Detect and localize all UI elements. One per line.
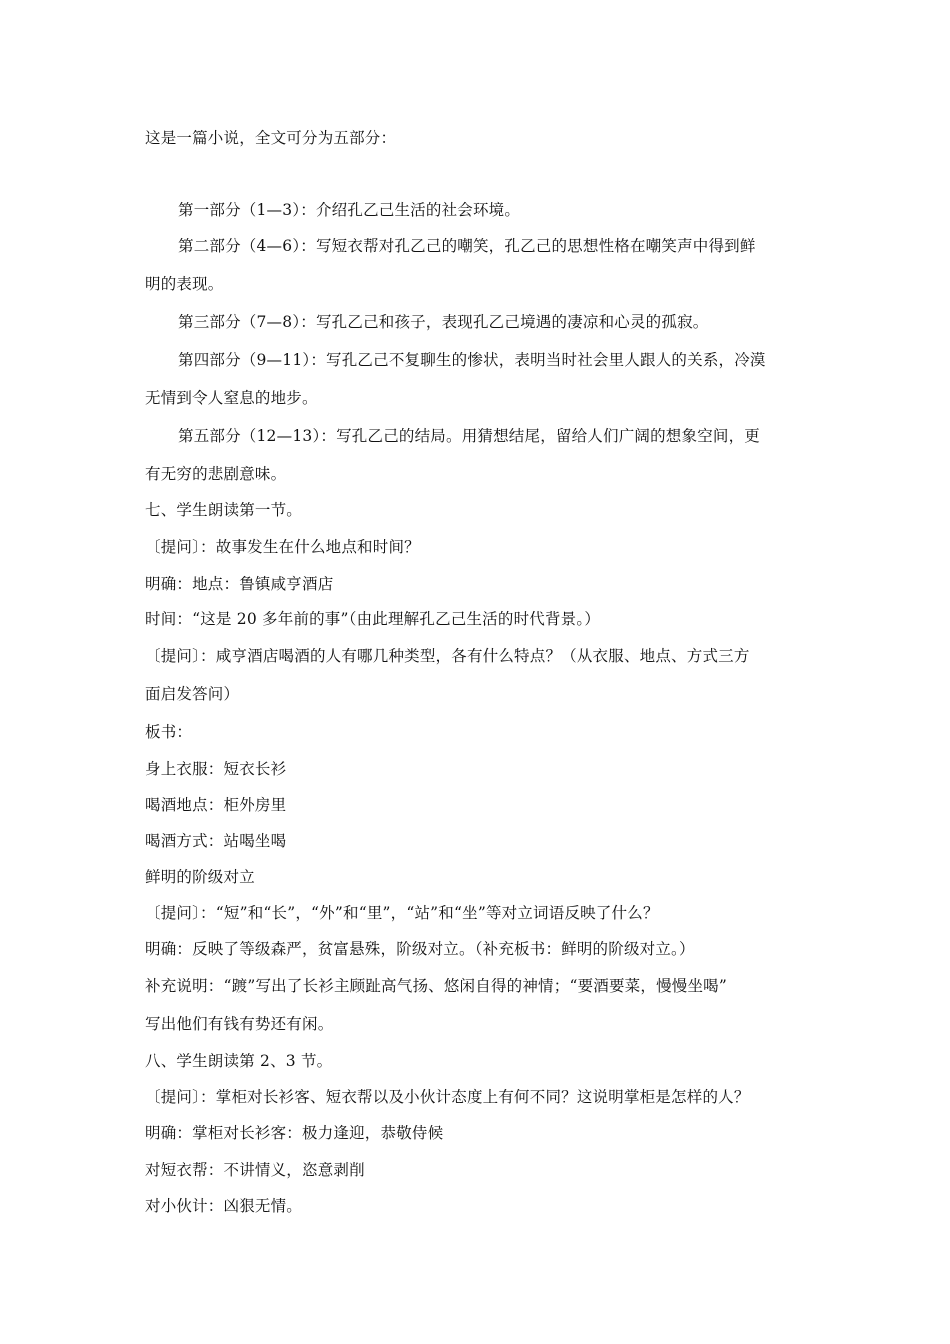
board-note-clothing: 身上衣服：短衣长衫 <box>145 760 287 778</box>
answer-detail-line: 对短衣帮：不讲情义，恣意剥削 <box>145 1161 365 1179</box>
board-note-manner: 喝酒方式：站喝坐喝 <box>145 832 287 850</box>
answer-line: 明确：掌柜对长衫客：极力逢迎，恭敬侍候 <box>145 1124 444 1142</box>
part-two-line: 第二部分（4—6）：写短衣帮对孔乙己的嘲笑，孔乙己的思想性格在嘲笑声中得到鲜 <box>178 237 756 255</box>
part-one-line: 第一部分（1—3）：介绍孔乙己生活的社会环境。 <box>178 201 521 219</box>
supplement-continuation: 写出他们有钱有势还有闲。 <box>145 1015 334 1033</box>
time-line: 时间：“这是 20 多年前的事”（由此理解孔乙己生活的时代背景。） <box>145 610 601 628</box>
intro-line: 这是一篇小说，全文可分为五部分： <box>145 129 397 147</box>
answer-line: 明确：地点：鲁镇咸亨酒店 <box>145 575 334 593</box>
part-four-line: 第四部分（9—11）：写孔乙己不复聊生的惨状，表明当时社会里人跟人的关系，冷漠 <box>178 351 766 369</box>
question-line: 〔提问〕：咸亨酒店喝酒的人有哪几种类型，各有什么特点？（从衣服、地点、方式三方 <box>145 647 750 665</box>
question-line: 〔提问〕：掌柜对长衫客、短衣帮以及小伙计态度上有何不同？这说明掌柜是怎样的人？ <box>145 1088 750 1106</box>
question-line: 〔提问〕：“短”和“长”，“外”和“里”，“站”和“坐”等对立词语反映了什么？ <box>145 904 659 922</box>
part-five-line: 第五部分（12—13）：写孔乙己的结局。用猜想结尾，留给人们广阔的想象空间，更 <box>178 427 760 445</box>
question-line: 〔提问〕：故事发生在什么地点和时间？ <box>145 538 420 556</box>
supplement-line: 补充说明：“踱”写出了长衫主顾趾高气扬、悠闲自得的神情；“要酒要菜，慢慢坐喝” <box>145 977 727 995</box>
part-two-continuation: 明的表现。 <box>145 275 224 293</box>
part-five-continuation: 有无穷的悲剧意味。 <box>145 465 287 483</box>
part-three-line: 第三部分（7—8）：写孔乙己和孩子，表现孔乙己境遇的凄凉和心灵的孤寂。 <box>178 313 709 331</box>
answer-line: 明确：反映了等级森严，贫富悬殊，阶级对立。（补充板书：鲜明的阶级对立。） <box>145 940 695 958</box>
section-seven-heading: 七、学生朗读第一节。 <box>145 501 303 519</box>
board-note-place: 喝酒地点：柜外房里 <box>145 796 287 814</box>
part-four-continuation: 无情到令人窒息的地步。 <box>145 389 318 407</box>
board-notes-label: 板书： <box>145 723 193 741</box>
section-eight-heading: 八、学生朗读第 2、3 节。 <box>145 1052 333 1070</box>
question-continuation: 面启发答问） <box>145 685 240 703</box>
board-note-conclusion: 鲜明的阶级对立 <box>145 868 255 886</box>
answer-detail-line: 对小伙计：凶狠无情。 <box>145 1197 303 1215</box>
